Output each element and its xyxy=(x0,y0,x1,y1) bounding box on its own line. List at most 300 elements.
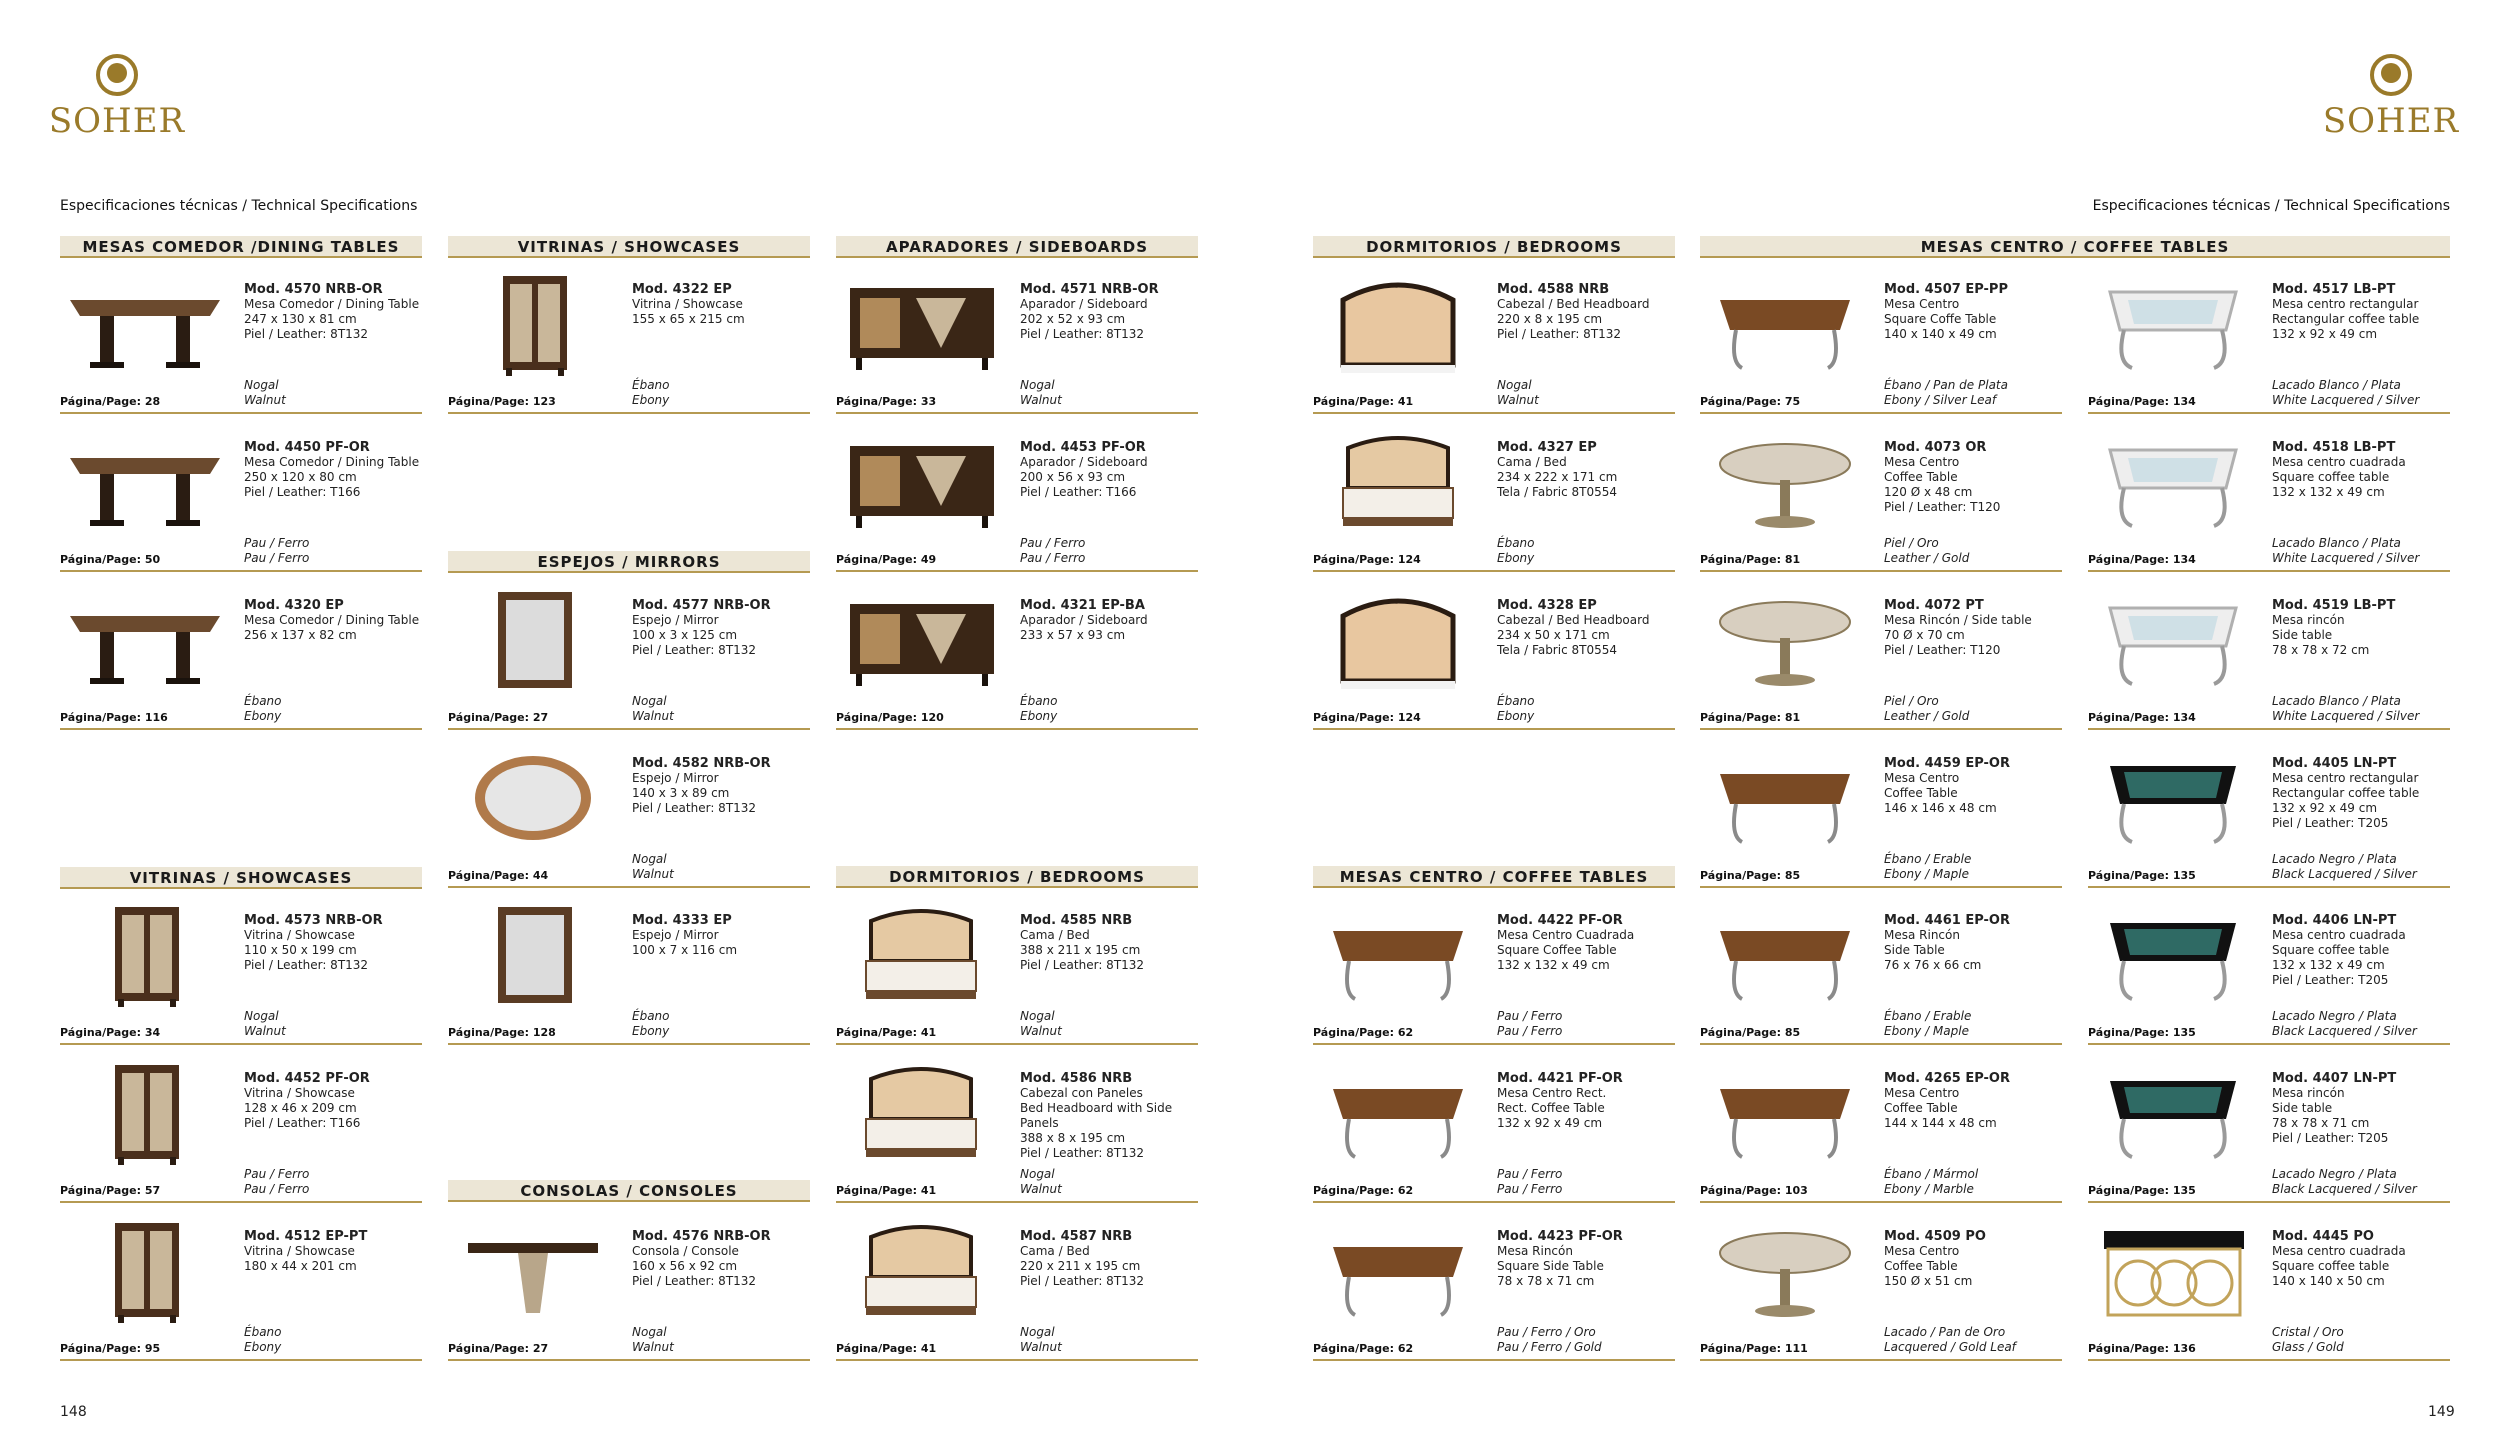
page-reference: Página/Page: 124 xyxy=(1313,553,1421,566)
product-item xyxy=(2088,893,2450,1045)
section-header: APARADORES / SIDEBOARDS xyxy=(836,236,1198,258)
finish-line: Ebony / Maple xyxy=(1884,1024,1969,1038)
finish-line: Pau / Ferro xyxy=(244,1182,310,1196)
product-model: Mod. 4406 LN-PT xyxy=(2272,913,2397,928)
product-specs xyxy=(1497,913,1675,973)
product-finish xyxy=(632,378,670,408)
product-spec-line: Vitrina / Showcase xyxy=(244,1244,355,1258)
product-spec-line: Piel / Leather: 8T132 xyxy=(632,643,757,657)
product-finish xyxy=(244,1009,286,1039)
product-finish xyxy=(1020,1325,1062,1355)
finish-line: Ebony xyxy=(1020,709,1058,723)
product-model: Mod. 4421 PF-OR xyxy=(1497,1071,1623,1086)
page-reference: Página/Page: 50 xyxy=(60,553,161,566)
product-spec-line: 132 x 132 x 49 cm xyxy=(1497,958,1610,972)
finish-line: Cristal / Oro xyxy=(2272,1325,2344,1339)
product-specs xyxy=(1884,440,2062,515)
product-specs xyxy=(1884,913,2062,973)
product-model: Mod. 4452 PF-OR xyxy=(244,1071,370,1086)
finish-line: Ébano xyxy=(632,378,670,392)
product-specs xyxy=(632,756,810,816)
product-image xyxy=(448,270,618,378)
section-header: MESAS CENTRO / COFFEE TABLES xyxy=(1313,866,1675,888)
product-image xyxy=(60,270,230,378)
page-reference: Página/Page: 85 xyxy=(1700,869,1801,882)
product-image xyxy=(2088,270,2258,378)
finish-line: Piel / Oro xyxy=(1884,694,1939,708)
brand-name: SOHER xyxy=(2322,101,2460,141)
product-model: Mod. 4073 OR xyxy=(1884,440,1987,455)
product-spec-line: Aparador / Sideboard xyxy=(1020,297,1148,311)
product-specs xyxy=(2272,282,2450,342)
product-spec-line: Coffee Table xyxy=(1884,1259,1958,1273)
product-image xyxy=(60,428,230,536)
page-reference: Página/Page: 134 xyxy=(2088,711,2196,724)
product-finish xyxy=(1020,694,1058,724)
finish-line: Lacado / Pan de Oro xyxy=(1884,1325,2006,1339)
product-spec-line: Side table xyxy=(2272,628,2333,642)
finish-line: Lacado Blanco / Plata xyxy=(2272,536,2401,550)
product-spec-line: Piel / Leather: T205 xyxy=(2272,973,2389,987)
product-spec-line: 120 Ø x 48 cm xyxy=(1884,485,1973,499)
finish-line: Ébano xyxy=(632,1009,670,1023)
finish-line: Lacado Negro / Plata xyxy=(2272,1009,2397,1023)
product-finish xyxy=(632,1009,670,1039)
product-spec-line: Piel / Leather: 8T132 xyxy=(1020,1274,1145,1288)
product-item xyxy=(1700,893,2062,1045)
product-specs xyxy=(632,598,810,658)
product-spec-line: 132 x 132 x 49 cm xyxy=(2272,958,2385,972)
product-item xyxy=(448,262,810,414)
product-spec-line: Vitrina / Showcase xyxy=(632,297,743,311)
product-image xyxy=(448,744,618,852)
product-spec-line: Coffee Table xyxy=(1884,1101,1958,1115)
product-image xyxy=(1313,901,1483,1009)
product-spec-line: Piel / Leather: T205 xyxy=(2272,1131,2389,1145)
product-model: Mod. 4265 EP-OR xyxy=(1884,1071,2010,1086)
product-spec-line: Piel / Leather: 8T132 xyxy=(1020,327,1145,341)
finish-line: Ebony / Marble xyxy=(1884,1182,1974,1196)
product-spec-line: Coffee Table xyxy=(1884,786,1958,800)
product-finish xyxy=(1020,536,1085,566)
product-spec-line: Vitrina / Showcase xyxy=(244,928,355,942)
product-image xyxy=(1313,586,1483,694)
product-spec-line: Cabezal / Bed Headboard xyxy=(1497,613,1650,627)
section-header: VITRINAS / SHOWCASES xyxy=(60,867,422,889)
logo-ring-icon xyxy=(96,54,138,96)
product-model: Mod. 4072 PT xyxy=(1884,598,1984,613)
product-finish xyxy=(2272,378,2419,408)
finish-line: Pau / Ferro xyxy=(1497,1182,1563,1196)
product-finish xyxy=(1497,1167,1562,1197)
product-spec-line: Piel / Leather: 8T132 xyxy=(632,1274,757,1288)
page-reference: Página/Page: 135 xyxy=(2088,869,2196,882)
product-spec-line: 220 x 8 x 195 cm xyxy=(1497,312,1603,326)
product-spec-line: Coffee Table xyxy=(1884,470,1958,484)
product-specs xyxy=(1884,282,2062,342)
product-image xyxy=(1700,1059,1870,1167)
product-specs xyxy=(1497,1229,1675,1289)
product-image xyxy=(836,1059,1006,1167)
product-spec-line: 70 Ø x 70 cm xyxy=(1884,628,1965,642)
product-spec-line: Bed Headboard with Side Panels xyxy=(1020,1101,1173,1130)
product-image xyxy=(2088,1059,2258,1167)
product-spec-line: Espejo / Mirror xyxy=(632,771,719,785)
product-model: Mod. 4333 EP xyxy=(632,913,732,928)
product-item xyxy=(1313,262,1675,414)
page-reference: Página/Page: 41 xyxy=(836,1184,937,1197)
product-spec-line: Mesa centro cuadrada xyxy=(2272,455,2406,469)
product-specs xyxy=(1497,282,1675,342)
page-reference: Página/Page: 135 xyxy=(2088,1026,2196,1039)
product-spec-line: 233 x 57 x 93 cm xyxy=(1020,628,1126,642)
finish-line: Pau / Ferro xyxy=(1020,536,1086,550)
product-spec-line: 220 x 211 x 195 cm xyxy=(1020,1259,1141,1273)
product-spec-line: Piel / Leather: 8T132 xyxy=(1020,1146,1145,1160)
product-finish xyxy=(1884,852,1971,882)
product-specs xyxy=(1884,598,2062,658)
finish-line: Ébano / Erable xyxy=(1884,852,1972,866)
product-finish xyxy=(244,536,309,566)
finish-line: Lacado Blanco / Plata xyxy=(2272,378,2401,392)
product-model: Mod. 4507 EP-PP xyxy=(1884,282,2008,297)
product-item xyxy=(60,262,422,414)
product-spec-line: Mesa centro cuadrada xyxy=(2272,1244,2406,1258)
product-image xyxy=(60,586,230,694)
page-reference: Página/Page: 85 xyxy=(1700,1026,1801,1039)
product-specs xyxy=(1497,440,1675,500)
product-spec-line: Piel / Leather: 8T132 xyxy=(1497,327,1622,341)
product-item xyxy=(1313,1051,1675,1203)
product-spec-line: 200 x 56 x 93 cm xyxy=(1020,470,1126,484)
product-image xyxy=(60,901,230,1009)
finish-line: Ebony xyxy=(632,1024,670,1038)
section-header: CONSOLAS / CONSOLES xyxy=(448,1180,810,1202)
product-image xyxy=(1313,428,1483,536)
finish-line: Ebony xyxy=(1497,551,1535,565)
page-reference: Página/Page: 33 xyxy=(836,395,937,408)
product-spec-line: 160 x 56 x 92 cm xyxy=(632,1259,738,1273)
product-specs xyxy=(1020,598,1198,643)
product-specs xyxy=(1020,282,1198,342)
product-finish xyxy=(1497,378,1539,408)
product-image xyxy=(836,428,1006,536)
product-spec-line: 128 x 46 x 209 cm xyxy=(244,1101,357,1115)
product-specs xyxy=(2272,1071,2450,1146)
finish-line: Pau / Ferro xyxy=(244,551,310,565)
product-item xyxy=(2088,1051,2450,1203)
product-spec-line: 155 x 65 x 215 cm xyxy=(632,312,745,326)
product-finish xyxy=(2272,852,2417,882)
product-specs xyxy=(1020,913,1198,973)
page-reference: Página/Page: 57 xyxy=(60,1184,161,1197)
finish-line: Black Lacquered / Silver xyxy=(2272,867,2417,881)
product-model: Mod. 4328 EP xyxy=(1497,598,1597,613)
finish-line: Nogal xyxy=(1020,378,1055,392)
product-image xyxy=(60,1059,230,1167)
product-spec-line: Piel / Leather: T166 xyxy=(244,485,361,499)
finish-line: Ébano xyxy=(1497,536,1535,550)
product-spec-line: Mesa centro rectangular xyxy=(2272,297,2419,311)
product-finish xyxy=(1497,1325,1602,1355)
product-spec-line: Square coffee table xyxy=(2272,943,2390,957)
product-spec-line: Cama / Bed xyxy=(1020,928,1090,942)
product-model: Mod. 4519 LB-PT xyxy=(2272,598,2396,613)
product-model: Mod. 4450 PF-OR xyxy=(244,440,370,455)
finish-line: Walnut xyxy=(632,1340,674,1354)
product-spec-line: Mesa rincón xyxy=(2272,1086,2345,1100)
product-image xyxy=(1313,1217,1483,1325)
product-model: Mod. 4321 EP-BA xyxy=(1020,598,1145,613)
product-model: Mod. 4445 PO xyxy=(2272,1229,2374,1244)
product-spec-line: Mesa Centro Cuadrada xyxy=(1497,928,1635,942)
finish-line: Walnut xyxy=(244,1024,286,1038)
page-reference: Página/Page: 34 xyxy=(60,1026,161,1039)
spec-title-right: Especificaciones técnicas / Technical Specifications xyxy=(2092,198,2450,214)
finish-line: Ebony xyxy=(244,709,282,723)
product-finish xyxy=(1020,1167,1062,1197)
product-spec-line: Aparador / Sideboard xyxy=(1020,455,1148,469)
section-header: VITRINAS / SHOWCASES xyxy=(448,236,810,258)
product-finish xyxy=(2272,694,2419,724)
product-finish xyxy=(1884,1009,1971,1039)
product-spec-line: 78 x 78 x 71 cm xyxy=(1497,1274,1595,1288)
product-finish xyxy=(632,1325,674,1355)
product-spec-line: 247 x 130 x 81 cm xyxy=(244,312,357,326)
product-specs xyxy=(244,282,422,342)
product-item xyxy=(448,736,810,888)
finish-line: Nogal xyxy=(1497,378,1532,392)
product-specs xyxy=(632,282,810,327)
product-spec-line: 144 x 144 x 48 cm xyxy=(1884,1116,1997,1130)
brand-logo-right xyxy=(2316,54,2466,141)
product-spec-line: 250 x 120 x 80 cm xyxy=(244,470,357,484)
product-image xyxy=(836,901,1006,1009)
page-reference: Página/Page: 134 xyxy=(2088,553,2196,566)
product-image xyxy=(448,901,618,1009)
section-header: ESPEJOS / MIRRORS xyxy=(448,551,810,573)
page-reference: Página/Page: 136 xyxy=(2088,1342,2196,1355)
product-spec-line: 388 x 8 x 195 cm xyxy=(1020,1131,1126,1145)
product-specs xyxy=(2272,440,2450,500)
product-spec-line: 146 x 146 x 48 cm xyxy=(1884,801,1997,815)
product-item xyxy=(1700,578,2062,730)
product-model: Mod. 4577 NRB-OR xyxy=(632,598,771,613)
page-reference: Página/Page: 62 xyxy=(1313,1342,1414,1355)
finish-line: Ebony xyxy=(244,1340,282,1354)
finish-line: Ébano / Mármol xyxy=(1884,1167,1979,1181)
product-spec-line: Piel / Leather: T166 xyxy=(1020,485,1137,499)
product-spec-line: Mesa Centro xyxy=(1884,771,1960,785)
product-model: Mod. 4461 EP-OR xyxy=(1884,913,2010,928)
product-image xyxy=(2088,1217,2258,1325)
product-specs xyxy=(244,1229,422,1274)
product-spec-line: 388 x 211 x 195 cm xyxy=(1020,943,1141,957)
page-reference: Página/Page: 103 xyxy=(1700,1184,1808,1197)
product-item xyxy=(448,578,810,730)
product-spec-line: Mesa Centro xyxy=(1884,297,1960,311)
product-item xyxy=(1313,578,1675,730)
product-spec-line: Mesa Comedor / Dining Table xyxy=(244,455,420,469)
product-model: Mod. 4586 NRB xyxy=(1020,1071,1133,1086)
product-item xyxy=(836,1209,1198,1361)
product-image xyxy=(836,270,1006,378)
product-spec-line: Mesa Comedor / Dining Table xyxy=(244,613,420,627)
product-image xyxy=(836,586,1006,694)
page-reference: Página/Page: 123 xyxy=(448,395,556,408)
product-specs xyxy=(2272,756,2450,831)
finish-line: Ebony xyxy=(1497,709,1535,723)
product-item xyxy=(1700,1051,2062,1203)
product-model: Mod. 4423 PF-OR xyxy=(1497,1229,1623,1244)
product-spec-line: Piel / Leather: T166 xyxy=(244,1116,361,1130)
finish-line: White Lacquered / Silver xyxy=(2272,551,2420,565)
product-item xyxy=(1700,736,2062,888)
product-finish xyxy=(1884,536,1969,566)
product-item xyxy=(1700,420,2062,572)
product-spec-line: Square coffee table xyxy=(2272,470,2390,484)
finish-line: Nogal xyxy=(632,694,667,708)
page-reference: Página/Page: 124 xyxy=(1313,711,1421,724)
product-spec-line: 180 x 44 x 201 cm xyxy=(244,1259,357,1273)
finish-line: Ébano xyxy=(1497,694,1535,708)
product-finish xyxy=(1497,1009,1562,1039)
product-finish xyxy=(244,1325,282,1355)
finish-line: Walnut xyxy=(1020,1340,1062,1354)
finish-line: Pau / Ferro xyxy=(1497,1024,1563,1038)
page-number-right: 149 xyxy=(2428,1404,2455,1420)
section-header: MESAS CENTRO / COFFEE TABLES xyxy=(1700,236,2450,258)
product-model: Mod. 4582 NRB-OR xyxy=(632,756,771,771)
product-specs xyxy=(244,913,422,973)
finish-line: Pau / Ferro / Oro xyxy=(1497,1325,1596,1339)
product-finish xyxy=(2272,1167,2417,1197)
product-specs xyxy=(2272,598,2450,658)
product-finish xyxy=(244,694,282,724)
product-item xyxy=(1700,262,2062,414)
product-finish xyxy=(1884,1325,2016,1355)
product-item xyxy=(2088,736,2450,888)
spec-title-left: Especificaciones técnicas / Technical Specifications xyxy=(60,198,418,214)
finish-line: Walnut xyxy=(1020,393,1062,407)
page-reference: Página/Page: 111 xyxy=(1700,1342,1808,1355)
product-spec-line: Square coffee table xyxy=(2272,1259,2390,1273)
product-image xyxy=(1313,270,1483,378)
product-spec-line: Espejo / Mirror xyxy=(632,928,719,942)
finish-line: Leather / Gold xyxy=(1884,709,1970,723)
product-item xyxy=(448,1209,810,1361)
product-finish xyxy=(2272,536,2419,566)
product-model: Mod. 4322 EP xyxy=(632,282,732,297)
product-model: Mod. 4327 EP xyxy=(1497,440,1597,455)
product-spec-line: Mesa rincón xyxy=(2272,613,2345,627)
page-reference: Página/Page: 41 xyxy=(836,1026,937,1039)
product-item xyxy=(60,893,422,1045)
product-image xyxy=(60,1217,230,1325)
product-spec-line: Rect. Coffee Table xyxy=(1497,1101,1605,1115)
product-item xyxy=(1313,1209,1675,1361)
product-spec-line: 140 x 3 x 89 cm xyxy=(632,786,730,800)
product-model: Mod. 4570 NRB-OR xyxy=(244,282,383,297)
page-reference: Página/Page: 120 xyxy=(836,711,944,724)
product-spec-line: 132 x 132 x 49 cm xyxy=(2272,485,2385,499)
product-spec-line: Piel / Leather: T120 xyxy=(1884,500,2001,514)
product-spec-line: Piel / Leather: 8T132 xyxy=(1020,958,1145,972)
finish-line: Pau / Ferro xyxy=(1020,551,1086,565)
product-item xyxy=(60,420,422,572)
finish-line: Glass / Gold xyxy=(2272,1340,2344,1354)
finish-line: Lacquered / Gold Leaf xyxy=(1884,1340,2016,1354)
section-header: DORMITORIOS / BEDROOMS xyxy=(836,866,1198,888)
product-specs xyxy=(1884,1071,2062,1131)
finish-line: Pau / Ferro xyxy=(1497,1009,1563,1023)
brand-logo-left xyxy=(42,54,192,141)
product-model: Mod. 4588 NRB xyxy=(1497,282,1610,297)
product-item xyxy=(836,420,1198,572)
page-reference: Página/Page: 28 xyxy=(60,395,161,408)
product-specs xyxy=(244,1071,422,1131)
product-specs xyxy=(632,913,810,958)
product-model: Mod. 4585 NRB xyxy=(1020,913,1133,928)
finish-line: Walnut xyxy=(244,393,286,407)
product-spec-line: Cama / Bed xyxy=(1497,455,1567,469)
product-image xyxy=(1700,586,1870,694)
page-reference: Página/Page: 128 xyxy=(448,1026,556,1039)
section-header: MESAS COMEDOR /DINING TABLES xyxy=(60,236,422,258)
finish-line: Walnut xyxy=(632,867,674,881)
finish-line: Nogal xyxy=(632,1325,667,1339)
product-finish xyxy=(632,694,674,724)
finish-line: Piel / Oro xyxy=(1884,536,1939,550)
finish-line: Pau / Ferro xyxy=(1497,1167,1563,1181)
finish-line: Nogal xyxy=(1020,1167,1055,1181)
product-spec-line: Piel / Leather: 8T132 xyxy=(244,327,369,341)
product-image xyxy=(1700,901,1870,1009)
product-spec-line: 132 x 92 x 49 cm xyxy=(2272,801,2378,815)
page-reference: Página/Page: 81 xyxy=(1700,553,1801,566)
product-specs xyxy=(2272,913,2450,988)
finish-line: Ebony / Silver Leaf xyxy=(1884,393,1997,407)
product-finish xyxy=(1884,378,2008,408)
product-spec-line: Cama / Bed xyxy=(1020,1244,1090,1258)
finish-line: Nogal xyxy=(632,852,667,866)
product-item xyxy=(2088,262,2450,414)
product-spec-line: Piel / Leather: 8T132 xyxy=(244,958,369,972)
finish-line: Walnut xyxy=(632,709,674,723)
product-spec-line: Square Coffe Table xyxy=(1884,312,1997,326)
finish-line: Walnut xyxy=(1497,393,1539,407)
product-model: Mod. 4512 EP-PT xyxy=(244,1229,368,1244)
product-image xyxy=(2088,428,2258,536)
page-reference: Página/Page: 134 xyxy=(2088,395,2196,408)
product-spec-line: Piel / Leather: T120 xyxy=(1884,643,2001,657)
product-image xyxy=(836,1217,1006,1325)
finish-line: Ébano / Pan de Plata xyxy=(1884,378,2008,392)
page-reference: Página/Page: 41 xyxy=(836,1342,937,1355)
product-finish xyxy=(2272,1009,2417,1039)
finish-line: Black Lacquered / Silver xyxy=(2272,1182,2417,1196)
product-spec-line: 140 x 140 x 50 cm xyxy=(2272,1274,2385,1288)
product-specs xyxy=(1884,756,2062,816)
product-finish xyxy=(1884,1167,1978,1197)
product-spec-line: Espejo / Mirror xyxy=(632,613,719,627)
product-spec-line: Mesa Centro xyxy=(1884,1086,1960,1100)
product-item xyxy=(1313,893,1675,1045)
product-spec-line: Tela / Fabric 8T0554 xyxy=(1497,485,1617,499)
finish-line: Nogal xyxy=(244,1009,279,1023)
finish-line: Ebony xyxy=(632,393,670,407)
page-reference: Página/Page: 44 xyxy=(448,869,549,882)
